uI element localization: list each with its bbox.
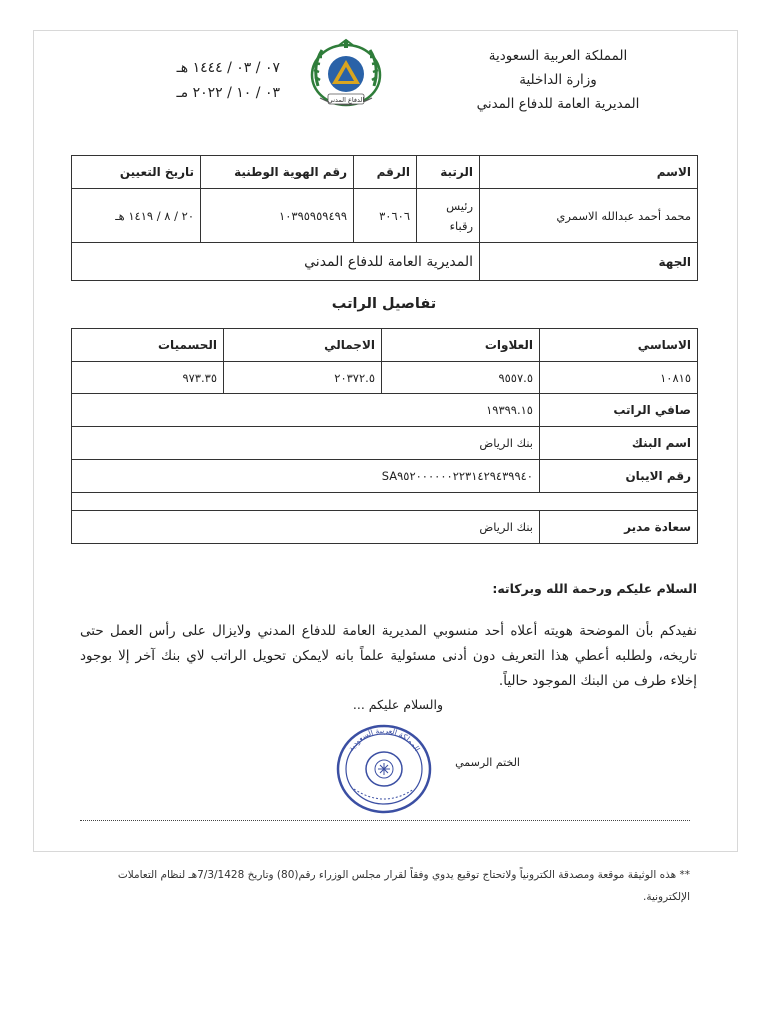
iban-value: SA٩٥٢٠٠٠٠٠٠٢٢٣١٤٢٩٤٣٩٩٤٠ bbox=[72, 460, 540, 493]
net-salary-label: صافي الراتب bbox=[540, 394, 698, 427]
header-directorate: المديرية العامة للدفاع المدني bbox=[476, 96, 640, 112]
iban-label: رقم الايبان bbox=[540, 460, 698, 493]
employee-hire-date: ٢٠ / ٨ / ١٤١٩ هـ bbox=[72, 189, 201, 243]
entity-label: الجهة bbox=[480, 243, 698, 281]
document-dates bbox=[90, 56, 280, 106]
addressee-label: سعادة مدير bbox=[540, 511, 698, 544]
header-name: الاسم bbox=[480, 156, 698, 189]
header-number: الرقم bbox=[354, 156, 417, 189]
hijri-date: ٠٧ / ٠٣ / ١٤٤٤ هـ bbox=[176, 60, 280, 76]
header-hire-date: تاريخ التعيين bbox=[72, 156, 201, 189]
header-rank: الرتبة bbox=[417, 156, 480, 189]
stamp-text: المملكة العربية السعودية bbox=[346, 725, 422, 753]
employee-national-id: ١٠٣٩٥٩٥٩٤٩٩ bbox=[201, 189, 354, 243]
salary-table bbox=[71, 328, 698, 544]
electronic-signature-note: ** هذه الوثيقة موقعة ومصدقة الكترونياً ولاتحتاج توقيع يدوي وفقاً لقرار مجلس الوزراء رقم(80) وتاريخ 7/3/1428هـ لنظام التعاملات الإلكترونية. bbox=[117, 869, 690, 903]
header-country: المملكة العربية السعودية bbox=[488, 48, 628, 64]
allowances-value: ٩٥٥٧.٥ bbox=[382, 362, 540, 394]
org-header bbox=[428, 44, 688, 116]
rank-line-2: رقباء bbox=[449, 218, 473, 233]
basic-value: ١٠٨١٥ bbox=[540, 362, 698, 394]
bank-name-label: اسم البنك bbox=[540, 427, 698, 460]
dotted-divider bbox=[80, 820, 690, 821]
civil-defense-logo-icon bbox=[298, 36, 394, 110]
official-stamp-icon bbox=[334, 723, 434, 815]
deductions-value: ٩٧٣.٣٥ bbox=[72, 362, 224, 394]
rank-line-1: رئيس bbox=[446, 198, 473, 213]
official-stamp-label: الختم الرسمي bbox=[455, 756, 520, 769]
employee-name: محمد أحمد عبدالله الاسمري bbox=[480, 189, 698, 243]
salary-section-title: تفاصيل الراتب bbox=[331, 296, 437, 312]
header-ministry: وزارة الداخلية bbox=[519, 72, 597, 88]
header-basic: الاساسي bbox=[540, 329, 698, 362]
header-allowances: العلاوات bbox=[382, 329, 540, 362]
header-total: الاجمالي bbox=[224, 329, 382, 362]
employee-number: ٣٠٦٠٦ bbox=[354, 189, 417, 243]
addressee-value: بنك الرياض bbox=[72, 511, 540, 544]
net-salary-value: ١٩٣٩٩.١٥ bbox=[72, 394, 540, 427]
employee-rank bbox=[417, 189, 480, 243]
logo-caption: الدفاع المدني bbox=[327, 96, 365, 104]
empty-row bbox=[72, 493, 698, 511]
header-national-id: رقم الهوية الوطنية bbox=[201, 156, 354, 189]
entity-value: المديرية العامة للدفاع المدني bbox=[72, 243, 480, 281]
letter-body: نفيدكم بأن الموضحة هويته أعلاه أحد منسوبي المديرية العامة للدفاع المدني ولايزال على رأس العمل حتى تاريخه، ولطلبه أعطي هذا التعريف دون أدنى مسئولية علماً بانه لايمكن تحويل الراتب لاي بنك آخر إلا بوجود إخلاء طرف من البنك الموجود حالياً. bbox=[80, 623, 697, 689]
header-deductions: الحسميات bbox=[72, 329, 224, 362]
gregorian-date: ٠٣ / ١٠ / ٢٠٢٢ مـ bbox=[176, 85, 280, 101]
employee-table bbox=[71, 155, 698, 281]
letter-closing: والسلام عليكم ... bbox=[352, 697, 443, 712]
bank-name-value: بنك الرياض bbox=[72, 427, 540, 460]
letter-greeting: السلام عليكم ورحمة الله وبركاته: bbox=[492, 581, 697, 596]
total-value: ٢٠٣٧٢.٥ bbox=[224, 362, 382, 394]
